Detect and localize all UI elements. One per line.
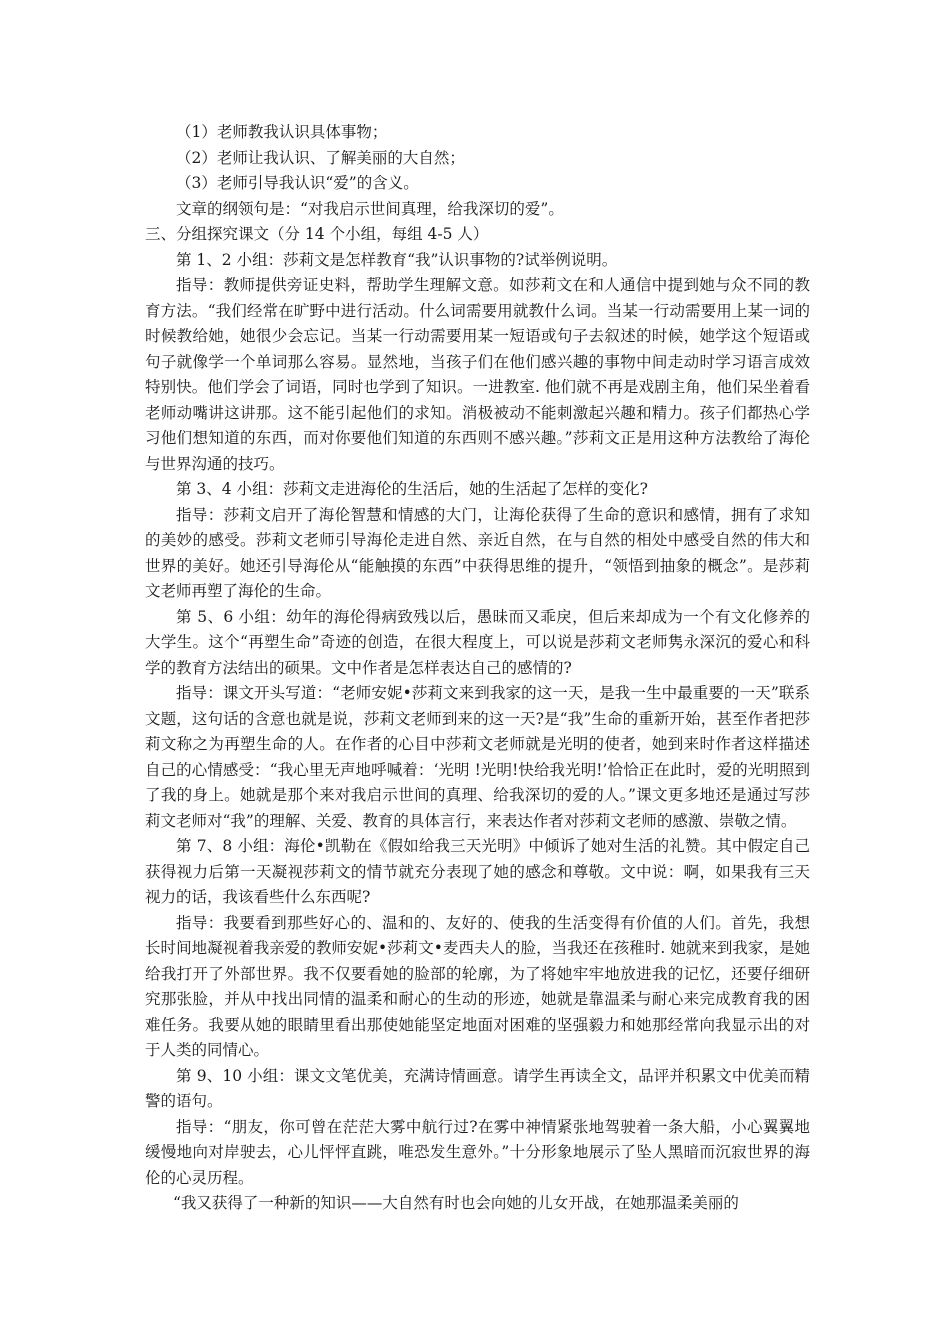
- group-question-5: 第 9、10 小组：课文文笔优美，充满诗情画意。请学生再读全文，品评并积累文中优美而精警的语句。: [145, 1066, 810, 1110]
- group-question-3: 第 5、6 小组：幼年的海伦得病致残以后，愚昧而又乖戾，但后来却成为一个有文化修养的大学生。这个“再塑生命”奇迹的创造，在很大程度上，可以说是莎莉文老师隽永深沉的爱心和科学的教育方法结出的硕果。文中作者是怎样表达自己的感情的?: [145, 607, 810, 677]
- section-heading: 三、分组探究课文（分 14 个小组，每组 4-5 人）: [145, 225, 489, 243]
- group-question-4: 第 7、8 小组：海伦•凯勒在《假如给我三天光明》中倾诉了她对生活的礼赞。其中假定自己获得视力后第一天凝视莎莉文的情节就充分表现了她的感念和尊敬。文中说：啊，如果我有三天视力的话，我该看些什么东西呢?: [145, 837, 810, 906]
- guidance-5: 指导：“朋友，你可曾在茫茫大雾中航行过?在雾中神情紧张地驾驶着一条大船，小心翼翼地缓慢地向对岸驶去，心儿怦怦直跳，唯恐发生意外。”十分形象地展示了坠人黑暗而沉寂世界的海伦的心灵历程。: [145, 1117, 810, 1187]
- group-question-2: 第 3、4 小组：莎莉文走进海伦的生活后，她的生活起了怎样的变化?: [176, 480, 648, 498]
- key-sentence: 文章的纲领句是：“对我启示世间真理，给我深切的爱”。: [176, 199, 564, 218]
- guidance-1: 指导：教师提供旁证史料，帮助学生理解文意。如莎莉文在和人通信中提到她与众不同的教育方法。“我们经常在旷野中进行活动。什么词需要用就教什么词。当某一行动需要用上某一词的时候教给她，她很少会忘记。当某一行动需要用某一短语或句子去叙述的时候，她学这个短语或句子就像学一个单词那么容易。显然地，当孩子们在他们感兴趣的事物中间走动时学习语言成效特别快。他们学会了词语，同时也学到了知识。一进教室. 他们就不再是戏剧主角，他们呆坐着看老师动嘴讲这讲那。这不能引起他们的求知。消极被动不能刺激起兴趣和精力。孩子们都热心学习他们想知道的东西，而对你要他们知道的东西则不感兴趣。”莎莉文正是用这种方法教给了海伦与世界沟通的技巧。: [145, 276, 810, 473]
- group-question-1: 第 1、2 小组：莎莉文是怎样教育“我”认识事物的?试举例说明。: [176, 250, 618, 269]
- list-item-3: （3）老师引导我认识“爱”的含义。: [176, 174, 419, 192]
- list-item-1: （1）老师教我认识具体事物；: [176, 123, 388, 141]
- guidance-2: 指导：莎莉文启开了海伦智慧和情感的大门，让海伦获得了生命的意识和感情，拥有了求知的美妙的感受。莎莉文老师引导海伦走进自然、亲近自然，在与自然的相处中感受自然的伟大和世界的美好。她还引导海伦从“能触摸的东西”中获得思维的提升，“领悟到抽象的概念”。是莎莉文老师再塑了海伦的生命。: [145, 505, 810, 600]
- list-item-2: （2）老师让我认识、了解美丽的大自然；: [176, 148, 465, 167]
- guidance-4: 指导：我要看到那些好心的、温和的、友好的、使我的生活变得有价值的人们。首先，我想长时间地凝视着我亲爱的教师安妮•莎莉文•麦西夫人的脸，当我还在孩稚时. 她就来到我家，是她给我打开了外部世界。我不仅要看她的脸部的轮廓，为了将她牢牢地放进我的记忆，还要仔细研究那张脸，并从中找出同情的温柔和耐心的生动的形迹，她就是靠温柔与耐心来完成教育我的困难任务。我要从她的眼睛里看出那使她能坚定地面对困难的坚强毅力和她那经常向我显示出的对于人类的同情心。: [145, 913, 810, 1059]
- quote-paragraph: “我又获得了一种新的知识——大自然有时也会向她的儿女开战，在她那温柔美丽的: [173, 1194, 739, 1212]
- guidance-3: 指导：课文开头写道：“老师安妮•莎莉文来到我家的这一天，是我一生中最重要的一天”联系文题，这句话的含意也就是说，莎莉文老师到来的这一天?是“我”生命的重新开始，甚至作者把莎莉文称之为再塑生命的人。在作者的心目中莎莉文老师就是光明的使者，她到来时作者这样描述自己的心情感受：“我心里无声地呼喊着：‘光明 !光明!快给我光明!’恰恰正在此时，爱的光明照到了我的身上。她就是那个来对我启示世间的真理、给我深切的爱的人。”课文更多地还是通过写莎莉文老师对“我”的理解、关爱、教育的具体言行，来表达作者对莎莉文老师的感激、崇敬之情。: [145, 684, 810, 830]
- document-page: [145, 120, 810, 1217]
